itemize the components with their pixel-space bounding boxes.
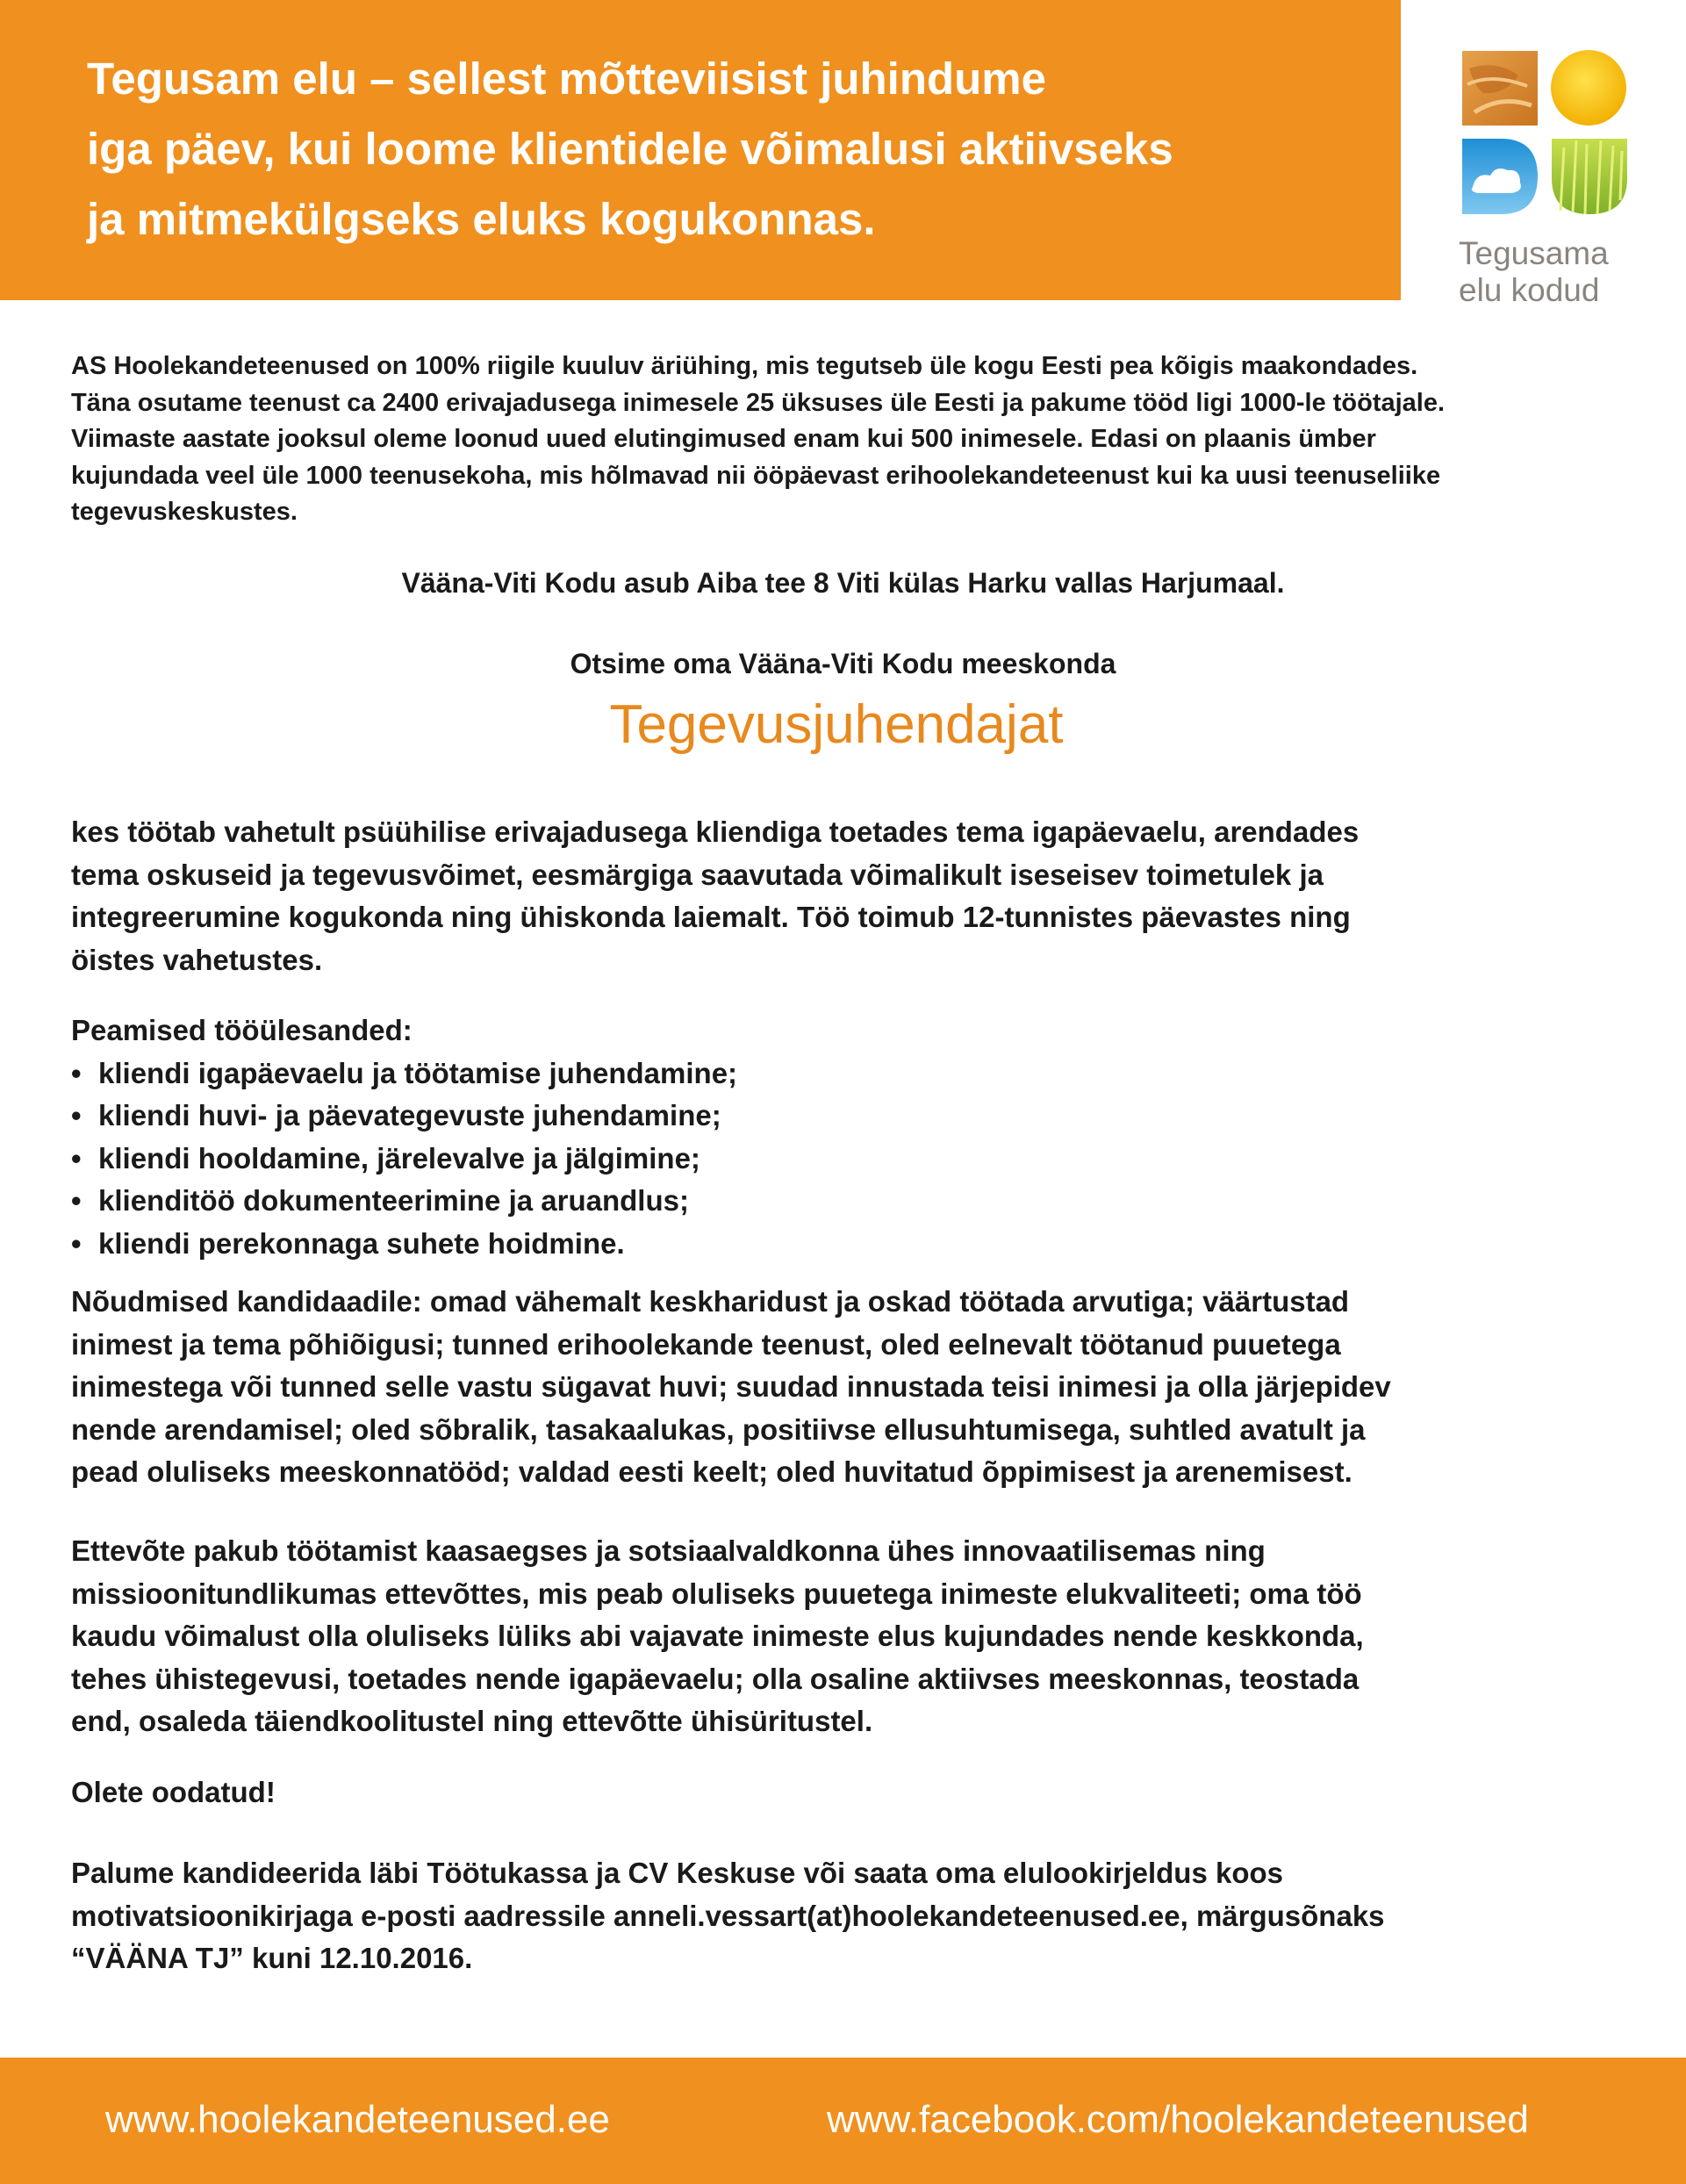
header-slogan-line: iga päev, kui loome klientidele võimalusi aktiivseks [87, 124, 1173, 174]
intro-line: AS Hoolekandeteenused on 100% riigile kuuluv äriühing, mis tegutseb üle kogu Eesti pea kõigis maakondades. [71, 352, 1418, 380]
requirements-line: nende arendamisel; oled sõbralik, tasakaalukas, positiivse ellusuhtumisega, suhtled avatult ja [71, 1412, 1366, 1446]
description-line: integreerumine kogukonda ning ühiskonda laiemalt. Töö toimub 12-tunnistes päevastes ning [71, 901, 1351, 933]
apply-line: motivatsioonikirjaga e-posti aadressile anneli.vessart(at)hoolekandeteenused.ee, märgusõnaks [71, 1899, 1385, 1932]
offer-line: kaudu võimalust olla oluliseks lüliks abi vajavate inimeste elus kujundades nende keskkonda, [71, 1620, 1364, 1652]
requirements-line: inimestega või tunned selle vastu sügavat huvi; suudad innustada teisi inimesi ja olla järjepidev [71, 1370, 1391, 1403]
intro-line: Viimaste aastate jooksul oleme loonud uued elutingimused enam kui 500 inimesele. Edasi on plaanis ümber [71, 425, 1376, 453]
header-slogan-line: Tegusam elu – sellest mõtteviisist juhindume [87, 54, 1047, 104]
logo-letter-k [1462, 51, 1538, 126]
logo-tagline-line: Tegusama [1459, 235, 1609, 271]
intro-line: Täna osutame teenust ca 2400 erivajadusega inimesele 25 üksuses üle Eesti ja pakume tööd ligi 1000-le töötajale. [71, 388, 1446, 417]
header-slogan [87, 44, 1386, 255]
apply-line: “VÄÄNA TJ” kuni 12.10.2016. [71, 1942, 473, 1974]
website-link[interactable]: www.hoolekandeteenused.ee [105, 2098, 610, 2141]
intro-line: tegevuskeskustes. [71, 498, 298, 526]
apply-line: Palume kandideerida läbi Töötukassa ja CV Keskuse või saata oma elulookirjeldus koos [71, 1857, 1284, 1889]
offer-line: tehes ühistegevusi, toetades nende igapäevaelu; olla osaline aktiivses meeskonnas, teostada [71, 1662, 1360, 1695]
intro-line: kujundada veel üle 1000 teenusekoha, mis hõlmavad nii ööpäevast erihoolekandeteenust kui ka uusi teenuseliike [71, 461, 1441, 490]
tasks-list [71, 1052, 737, 1266]
logo-tagline [1459, 235, 1609, 309]
logo-letter-u [1552, 139, 1627, 214]
description-line: kes töötab vahetult psüühilise erivajadusega kliendiga toetades tema igapäevaelu, arendades [71, 815, 1360, 848]
list-item: • klienditöö dokumenteerimine ja aruandlus; [71, 1180, 737, 1223]
logo-tagline-line: elu kodud [1459, 272, 1600, 308]
list-item: • kliendi perekonnaga suhete hoidmine. [71, 1223, 737, 1266]
apply-section [71, 1852, 1385, 1980]
list-item: • kliendi hooldamine, järelevalve ja jälgimine; [71, 1138, 737, 1181]
list-item: • kliendi igapäevaelu ja töötamise juhendamine; [71, 1052, 737, 1096]
offer-line: end, osaleda täiendkoolitustel ning ettevõtte ühisüritustel. [71, 1705, 873, 1737]
description-line: tema oskuseid ja tegevusvõimet, eesmärgiga saavutada võimalikult iseseisev toimetulek ja [71, 858, 1324, 891]
company-intro [71, 348, 1633, 531]
offer-line: Ettevõte pakub töötamist kaasaegses ja sotsiaalvaldkonna ühes innovaatilisemas ning [71, 1534, 1266, 1567]
list-item: • kliendi huvi- ja päevategevuste juhendamine; [71, 1095, 737, 1138]
requirements-line: pead oluliseks meeskonnatööd; valdad eesti keelt; oled huvitatud õppimisest ja arenemisest. [71, 1455, 1352, 1488]
logo-letter-d [1462, 139, 1538, 214]
job-description [71, 811, 1359, 981]
requirements-section [71, 1281, 1391, 1494]
header-slogan-line: ja mitmekülgseks eluks kogukonnas. [87, 194, 876, 244]
location-line: Väänа-Viti Kodu asub Aiba tee 8 Viti külas Harku vallas Harjumaal. [401, 567, 1285, 599]
requirements-line: Nõudmised kandidaadile: omad vähemalt keskharidust ja oskad töötada arvutiga; väärtustad [71, 1285, 1350, 1318]
offer-section [71, 1530, 1364, 1743]
position-title: Tegevusjuhendajat [609, 694, 1064, 755]
welcome-line: Olete oodatud! [71, 1776, 276, 1808]
seek-line: Otsime oma Vääna-Viti Kodu meeskonda [570, 648, 1116, 679]
requirements-line: inimest ja tema põhiõigusi; tunned erihoolekande teenust, oled eelnevalt töötanud puuetega [71, 1327, 1341, 1361]
tasks-heading: Peamised tööülesanded: [71, 1014, 413, 1046]
facebook-link[interactable]: www.facebook.com/hoolekandeteenused [827, 2098, 1529, 2141]
description-line: öistes vahetustes. [71, 943, 323, 976]
logo-letter-o [1551, 50, 1626, 126]
offer-line: missioonitundlikumas ettevõttes, mis peab oluliseks puuetega inimeste elukvaliteeti; oma töö [71, 1577, 1362, 1610]
tasks-section [71, 1009, 737, 1265]
